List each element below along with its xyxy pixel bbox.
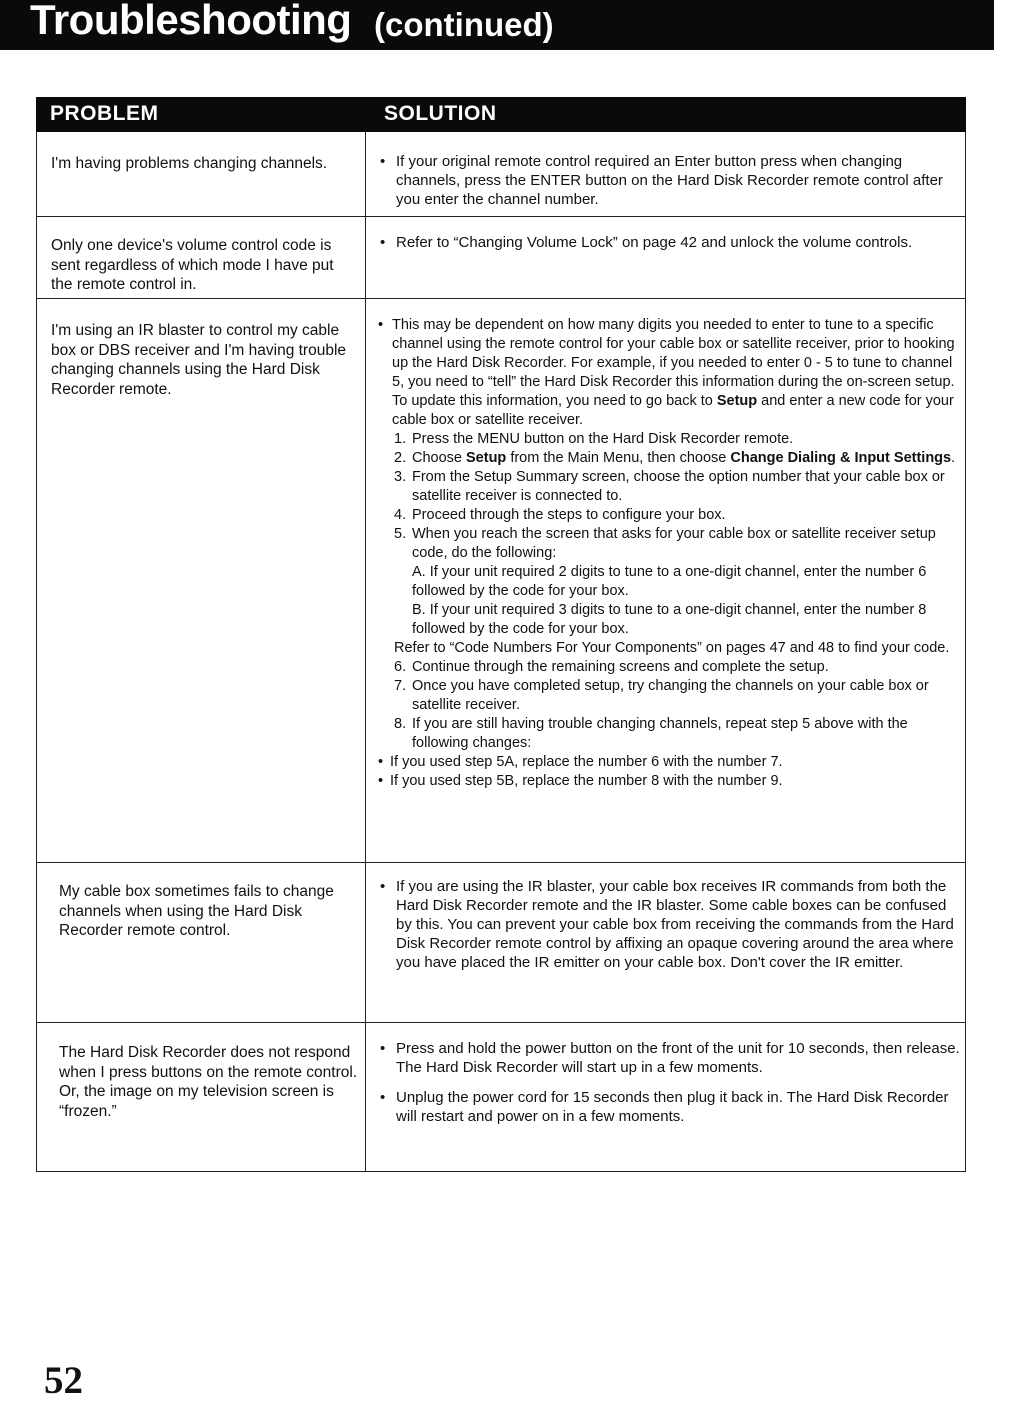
page-number: 52 — [44, 1359, 83, 1402]
table-row — [36, 1023, 966, 1172]
solution-bullet: • If your original remote control required an Enter button press when changing channels, press the ENTER button on the Hard Disk Recorder remote control after you enter the channel number. — [380, 153, 943, 208]
solution-column-header: SOLUTION — [384, 102, 497, 125]
solution-cell — [366, 299, 965, 862]
solution-bullet: • If you used step 5A, replace the number 6 with the number 7. — [378, 754, 783, 770]
problem-cell: My cable box sometimes fails to change channels when using the Hard Disk Recorder remote control. — [37, 863, 366, 1022]
setup-step: 1. Press the MENU button on the Hard Disk Recorder remote. — [394, 431, 794, 447]
setup-step: 2. Choose Setup from the Main Menu, then choose Change Dialing & Input Settings. — [394, 450, 956, 466]
setup-step: 4. Proceed through the steps to configure your box. — [394, 507, 726, 523]
setup-step: 3. From the Setup Summary screen, choose the option number that your cable box or satellite receiver is connected to. — [394, 469, 945, 504]
setup-substep: B. If your unit required 3 digits to tune to a one-digit channel, enter the number 8 followed by the code for your box. — [412, 602, 927, 637]
setup-step: 5. When you reach the screen that asks for your cable box or satellite receiver setup code, do the following: — [394, 526, 936, 561]
solution-bullet: • Refer to “Changing Volume Lock” on page 42 and unlock the volume controls. — [380, 234, 913, 251]
problem-cell: Only one device's volume control code is sent regardless of which mode I have put the remote control in. — [37, 217, 366, 298]
page-title: Troubleshooting — [30, 0, 352, 43]
setup-substep: A. If your unit required 2 digits to tune to a one-digit channel, enter the number 6 followed by the code for your box. — [412, 564, 927, 599]
solution-bullet: • Unplug the power cord for 15 seconds then plug it back in. The Hard Disk Recorder will restart and power on in a few moments. — [380, 1089, 949, 1125]
solution-cell — [366, 132, 965, 216]
solution-bullet: • If you used step 5B, replace the number 8 with the number 9. — [378, 773, 783, 789]
page-title-bar — [0, 0, 994, 50]
code-reference-note: Refer to “Code Numbers For Your Components” on pages 47 and 48 to find your code. — [394, 640, 950, 656]
solution-cell — [366, 217, 965, 298]
problem-column-header: PROBLEM — [50, 102, 159, 125]
page-title-suffix: (continued) — [374, 6, 554, 43]
solution-intro: • This may be dependent on how many digits you needed to enter to tune to a specific channel using the remote control for your cable box or satellite receiver, prior to hooking up the Hard Disk Recorder. For example, if you needed to enter 0 - 5 to tune to channel 5, you need to “tell” the Hard Disk Recorder this information during the on-screen setup. To update this information, you need to go back to Setup and enter a new code for your cable box or satellite receiver. — [378, 317, 955, 428]
solution-bullet: • Press and hold the power button on the front of the unit for 10 seconds, then release. The Hard Disk Recorder will start up in a few moments. — [380, 1040, 960, 1076]
problem-cell: I'm using an IR blaster to control my cable box or DBS receiver and I'm having trouble changing channels using the Hard Disk Recorder remote. — [37, 299, 366, 862]
table-row — [36, 299, 966, 863]
solution-cell — [366, 1023, 965, 1171]
table-row — [36, 132, 966, 217]
solution-cell — [366, 863, 965, 1022]
table-row — [36, 863, 966, 1023]
solution-bullet: • If you are using the IR blaster, your cable box receives IR commands from both the Hard Disk Recorder remote and the IR blaster. Some cable boxes can be confused by this. You can prevent your cable box from receiving the commands from the Hard Disk Recorder remote control by affixing an opaque covering around the area where you have placed the IR emitter on your cable box. Don't cover the IR emitter. — [380, 878, 954, 971]
setup-step: 6. Continue through the remaining screens and complete the setup. — [394, 659, 829, 675]
problem-cell: The Hard Disk Recorder does not respond when I press buttons on the remote control. Or, the image on my television screen is “frozen.” — [37, 1023, 366, 1171]
problem-cell: I'm having problems changing channels. — [37, 132, 366, 216]
table-header — [36, 97, 966, 132]
setup-step: 7. Once you have completed setup, try changing the channels on your cable box or satellite receiver. — [394, 678, 929, 713]
setup-step: 8. If you are still having trouble changing channels, repeat step 5 above with the following changes: — [394, 716, 908, 751]
troubleshooting-table — [36, 97, 966, 1172]
table-row — [36, 217, 966, 299]
